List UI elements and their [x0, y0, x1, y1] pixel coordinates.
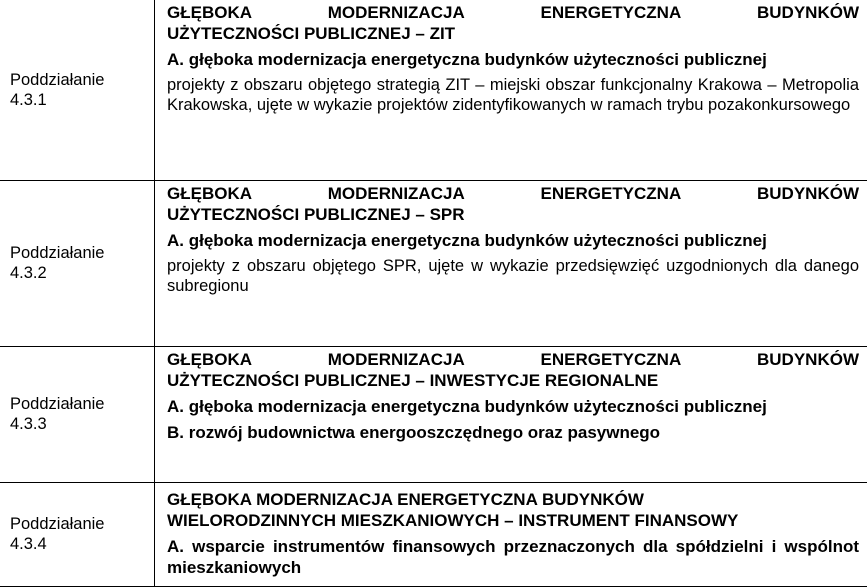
- measure-title-line2: WIELORODZINNYCH MIESZKANIOWYCH – INSTRUMENT FINANSOWY: [167, 510, 859, 531]
- measure-type-b: B. rozwój budownictwa energooszczędnego oraz pasywnego: [167, 422, 859, 443]
- measure-label-cell: [0, 180, 155, 346]
- measure-title: [167, 2, 859, 44]
- measure-title-line2: UŻYTECZNOŚCI PUBLICZNEJ – ZIT: [167, 23, 859, 44]
- measure-label: Poddziałanie: [10, 514, 154, 534]
- measure-title-line1: GŁĘBOKA MODERNIZACJA ENERGETYCZNA BUDYNKÓW: [167, 2, 859, 23]
- measure-type-a: A. głęboka modernizacja energetyczna budynków użyteczności publicznej: [167, 49, 859, 70]
- measure-label: Poddziałanie: [10, 70, 154, 90]
- measure-number: 4.3.2: [10, 263, 154, 283]
- measure-title-line2: UŻYTECZNOŚCI PUBLICZNEJ – INWESTYCJE REGIONALNE: [167, 370, 859, 391]
- measure-number: 4.3.3: [10, 414, 154, 434]
- measure-type-a: A. głęboka modernizacja energetyczna budynków użyteczności publicznej: [167, 230, 859, 251]
- measure-content-cell: [155, 0, 867, 180]
- measure-title: [167, 349, 859, 391]
- measure-content-cell: [155, 346, 867, 482]
- table-row: [0, 482, 867, 586]
- measure-label-cell: [0, 482, 155, 586]
- measure-content-cell: [155, 180, 867, 346]
- table-row: [0, 0, 867, 180]
- measure-title-line1: GŁĘBOKA MODERNIZACJA ENERGETYCZNA BUDYNKÓW: [167, 183, 859, 204]
- measure-number: 4.3.1: [10, 90, 154, 110]
- measure-title-line1: GŁĘBOKA MODERNIZACJA ENERGETYCZNA BUDYNKÓW: [167, 489, 859, 510]
- table-row: [0, 180, 867, 346]
- measure-description: projekty z obszaru objętego strategią ZIT – miejski obszar funkcjonalny Krakowa – Metropolia Krakowska, ujęte w wykazie projektów zidentyfikowanych w ramach trybu pozakonkursowego: [167, 75, 859, 117]
- measure-label: Poddziałanie: [10, 394, 154, 414]
- measure-title: [167, 183, 859, 225]
- measure-content-cell: [155, 482, 867, 586]
- measure-description: projekty z obszaru objętego SPR, ujęte w wykazie przedsięwzięć uzgodnionych dla danego subregionu: [167, 256, 859, 298]
- measure-label-cell: [0, 0, 155, 180]
- measure-title-line1: GŁĘBOKA MODERNIZACJA ENERGETYCZNA BUDYNKÓW: [167, 349, 859, 370]
- table-row: [0, 346, 867, 482]
- measure-type-a: A. wsparcie instrumentów finansowych przeznaczonych dla spółdzielni i wspólnot mieszkaniowych: [167, 536, 859, 578]
- measure-title-line2: UŻYTECZNOŚCI PUBLICZNEJ – SPR: [167, 204, 859, 225]
- measure-type-a: A. głęboka modernizacja energetyczna budynków użyteczności publicznej: [167, 396, 859, 417]
- measure-title: [167, 489, 859, 531]
- measure-label-cell: [0, 346, 155, 482]
- measure-number: 4.3.4: [10, 534, 154, 554]
- measure-label: Poddziałanie: [10, 243, 154, 263]
